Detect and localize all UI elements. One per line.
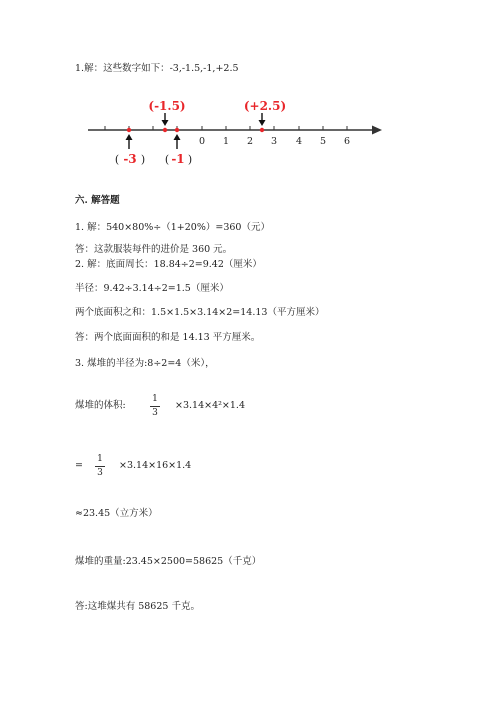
fraction-numerator: 1 — [152, 394, 158, 404]
tick-label-2: 2 — [246, 136, 254, 147]
volume-fraction — [150, 394, 160, 419]
arrow-down-icon-pos2-5 — [259, 113, 266, 126]
tick-label-3: 3 — [270, 136, 278, 147]
weight-line: 煤堆的重量:23.45×2500=58625（千克） — [75, 556, 262, 567]
fraction-numerator: 1 — [97, 454, 103, 464]
volume-label: 煤堆的体积: — [75, 400, 126, 411]
volume-result: ≈23.45（立方米） — [75, 508, 158, 519]
equals-sign: = — [75, 460, 83, 471]
tick-label-1: 1 — [222, 136, 230, 147]
point-neg1 — [175, 128, 179, 132]
answer-line-7: 3. 煤堆的半径为:8÷2=4（米）， — [75, 358, 215, 369]
answer-line-5: 两个底面积之和：1.5×1.5×3.14×2=14.13（平方厘米） — [75, 307, 325, 318]
q1-intro: 1.解：这些数字如下：-3,-1.5,-1,+2.5 — [75, 63, 239, 74]
tick-label-0: 0 — [198, 136, 206, 147]
point-pos2-5 — [260, 128, 264, 132]
answer-line-3: 2. 解：底面周长：18.84÷2=9.42（厘米） — [75, 259, 262, 270]
tick-label-5: 5 — [319, 136, 327, 147]
equals-expression: ×3.14×16×1.4 — [119, 460, 192, 471]
answer-line-2: 答：这款服装每件的进价是 360 元。 — [75, 244, 233, 255]
tick-label-4: 4 — [295, 136, 303, 147]
final-answer: 答:这堆煤共有 58625 千克。 — [75, 601, 200, 612]
point-neg1-5 — [163, 128, 167, 132]
tick-label-6: 6 — [343, 136, 351, 147]
label-neg1-close: ) — [187, 153, 193, 166]
label-neg3-value: -3 — [123, 152, 137, 166]
volume-expression: ×3.14×4²×1.4 — [175, 400, 245, 411]
axis-arrow-icon — [372, 126, 382, 135]
fraction-denominator: 3 — [152, 408, 158, 418]
answer-line-4: 半径：9.42÷3.14÷2=1.5（厘米） — [75, 283, 229, 294]
equals-fraction — [95, 454, 105, 479]
number-line-figure — [0, 93, 500, 183]
point-neg3 — [127, 128, 131, 132]
arrow-down-icon-neg1-5 — [162, 113, 169, 126]
section-title: 六. 解答题 — [75, 195, 120, 206]
label-neg1-value: -1 — [171, 152, 185, 166]
label-neg3-close: ) — [140, 153, 146, 166]
fraction-denominator: 3 — [97, 468, 103, 478]
label-neg1-open: ( — [164, 153, 170, 166]
answer-line-6: 答：两个底面面积的和是 14.13 平方厘米。 — [75, 332, 261, 343]
label-neg1-5: (-1.5) — [148, 99, 186, 113]
arrow-up-icon-neg3 — [126, 134, 133, 149]
answer-line-1: 1. 解：540×80%÷（1+20%）=360（元） — [75, 222, 270, 233]
arrow-up-icon-neg1 — [174, 134, 181, 149]
label-pos2-5: (+2.5) — [243, 99, 287, 113]
label-neg3-open: ( — [114, 153, 120, 166]
